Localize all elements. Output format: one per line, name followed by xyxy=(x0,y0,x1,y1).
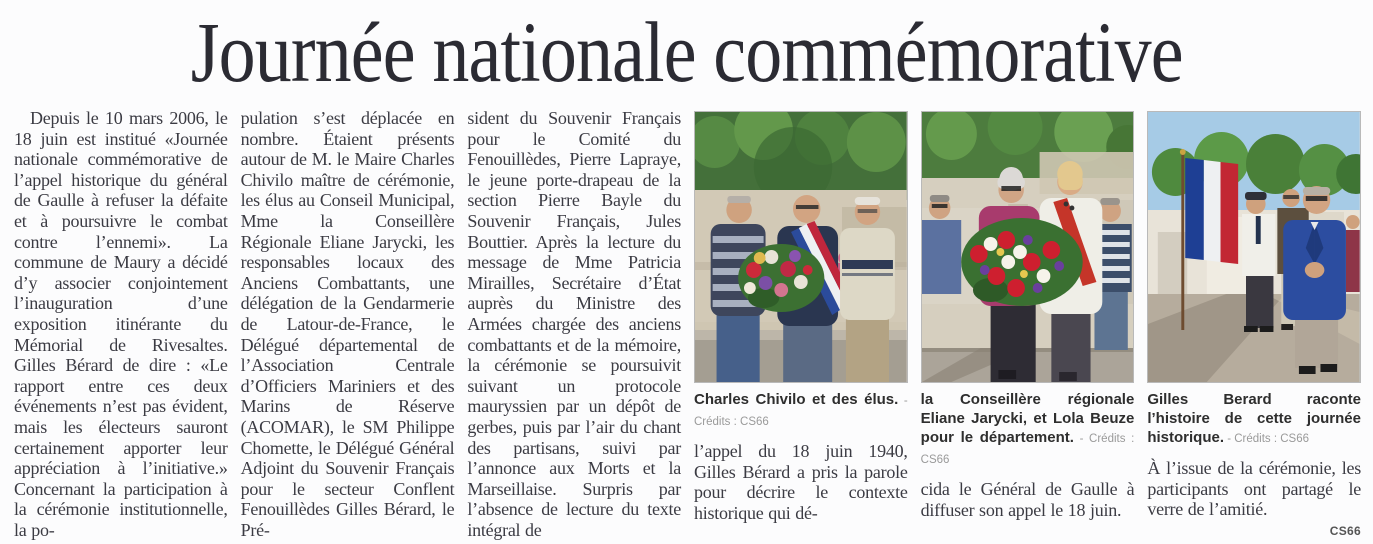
caption-text: Gilles Berard raconte l’histoire de cette journée historique. xyxy=(1147,391,1361,446)
photo-caption-2 xyxy=(921,390,1135,470)
ceremony-photo-2 xyxy=(922,112,1134,382)
photo-caption-3 xyxy=(1147,390,1361,449)
headline-text: Journée nationale commémorative xyxy=(190,4,1183,100)
article-column-6: À l’issue de la cérémonie, les participants ont partagé le verre de l’amitié. xyxy=(1147,458,1361,520)
article-signature: CS66 xyxy=(1329,523,1361,538)
photo-column-1 xyxy=(694,108,908,523)
photo-wreath-councillors xyxy=(921,111,1135,383)
ceremony-photo-3 xyxy=(1148,112,1360,382)
article-column-5: cida le Général de Gaulle à diffuser son appel le 18 juin. xyxy=(920,479,1135,520)
article-columns xyxy=(0,108,1373,540)
photo-wreath-mayor xyxy=(694,111,908,383)
article-column-2: pulation s’est déplacée en nombre. Étaient présents autour de M. le Maire Charles Chivilo maître de cérémonie, les élus au Conseil Municipal, Mme la Conseillère Régionale Eliane Jarycki, les responsables locaux des Anciens Combattants, une délégation de la Gendarmerie de Latour-de-France, le Délégué départemental de l’Association Centrale d’Officiers Mariniers et des Marins de Réserve (ACOMAR), le SM Philippe Chomette, le Délégué Général Adjoint du Souvenir Français pour le secteur Conflent Fenouillèdes Gilles Bérard, le Pré- xyxy=(240,108,455,540)
article-headline xyxy=(0,4,1373,100)
caption-credit: - Crédits : CS66 xyxy=(694,395,908,428)
article-column-1: Depuis le 10 mars 2006, le 18 juin est institué «Journée nationale commémorative de l’appel historique du général de Gaulle à refuser la défaite et à poursuivre le combat contre l’ennemi». La commune de Maury a décidé d’y associer conjointement l’inauguration d’une exposition itinérante du Mémorial de Rivesaltes. Gilles Bérard de dire : «Le rapport entre ces deux événements n’est pas évident, mais les électeurs sauront certainement apporter leur appréciation à l’initiative.» Concernant la participation à la cérémonie institutionnelle, la po- xyxy=(14,108,228,540)
photo-caption-1 xyxy=(694,390,908,432)
photo-column-2 xyxy=(921,108,1135,520)
ceremony-photo-1 xyxy=(695,112,907,382)
caption-credit: - Crédits : CS66 xyxy=(1224,433,1309,445)
caption-credit: - Crédits : CS66 xyxy=(920,433,1135,466)
article-column-4: l’appel du 18 juin 1940, Gilles Bérard a pris la parole pour décrire le contexte historique qui dé- xyxy=(694,441,908,523)
article-column-3: sident du Souvenir Français pour le Comité du Fenouillèdes, Pierre Lapraye, le jeune porte-drapeau de la section Pierre Bayle du Souvenir Français, Jules Bouttier. Après la lecture du message de Mme Patricia Mirailles, Secrétaire d’État auprès du Ministre des Armées chargée des anciens combattants et de la mémoire, la cérémonie se poursuivit suivant un protocole mauryssien par un dépôt de gerbes, puis par l’air du chant des partisans, suivi par l’annonce aux Morts et la Marseillaise. Surpris par l’absence de lecture du texte intégral de xyxy=(467,108,681,540)
photo-speaker-flag xyxy=(1147,111,1361,383)
photo-column-3 xyxy=(1147,108,1361,538)
caption-text: Charles Chivilo et des élus. xyxy=(694,391,899,408)
caption-text: la Conseillère régionale Eliane Jarycki, et Lola Beuze pour le département. xyxy=(920,391,1135,446)
